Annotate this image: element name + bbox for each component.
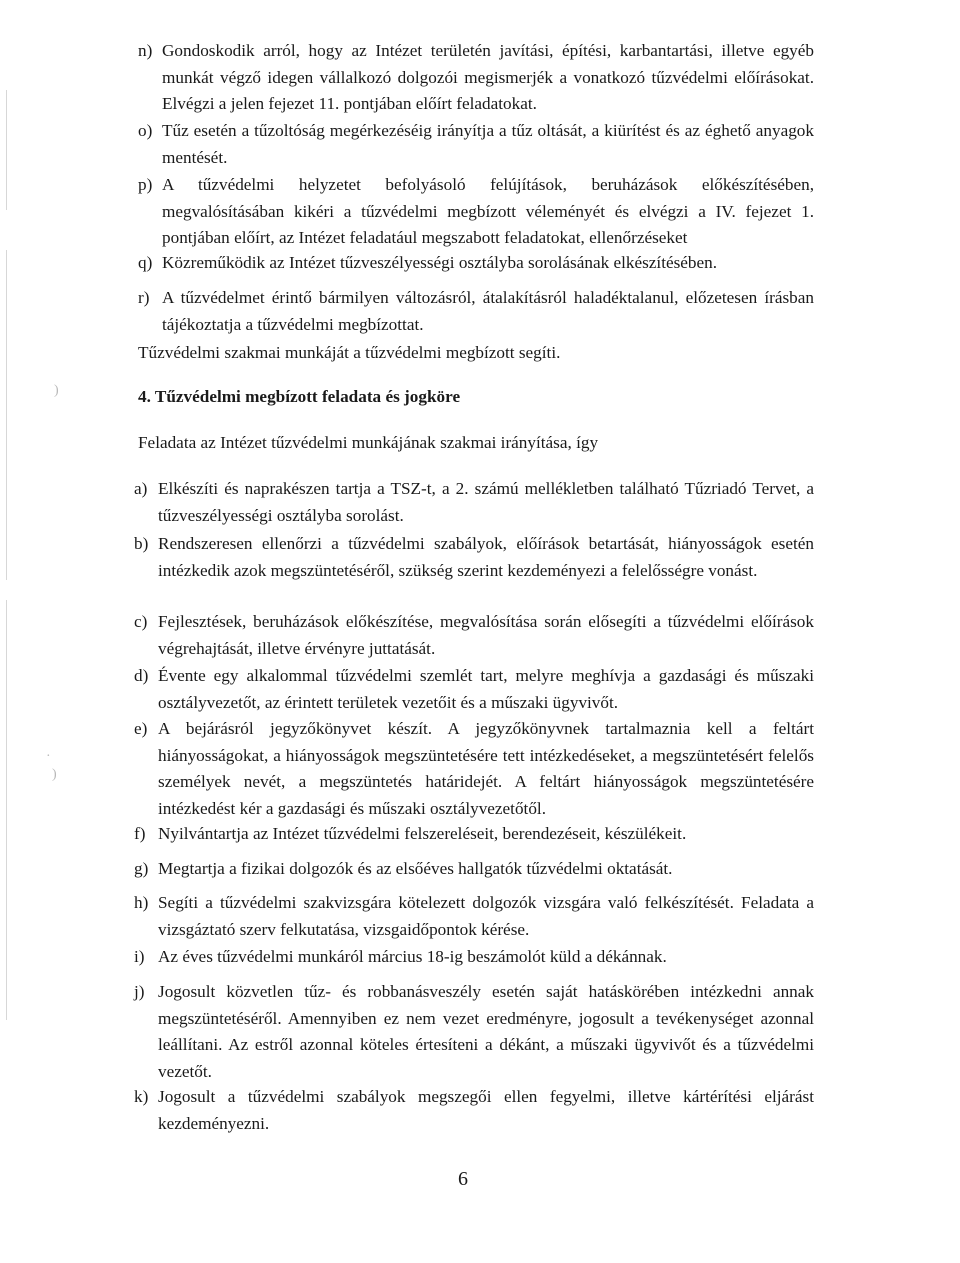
section-title: Tűzvédelmi megbízott feladata és jogköre — [154, 387, 461, 406]
scan-edge-line — [6, 250, 7, 580]
list-item-text: Évente egy alkalommal tűzvédelmi szemlét tart, melyre meghívja a gazdasági és műszaki osztályvezetőt, az érintett területek vezetőit és a műszaki ügyvivőt. — [158, 666, 814, 712]
list-marker: e) — [134, 719, 148, 738]
list-marker: q) — [138, 253, 153, 272]
list-item-text: Fejlesztések, beruházások előkészítése, megvalósítása során elősegíti a tűzvédelmi előírások végrehajtását, illetve érvényre juttatását. — [158, 612, 814, 658]
scan-speck: · — [46, 749, 51, 764]
list-marker: d) — [134, 666, 149, 685]
list-item-q — [138, 250, 814, 277]
list-item-k — [134, 1084, 814, 1137]
list-item-f — [134, 821, 814, 848]
list-item-j — [134, 979, 814, 1085]
list-item-h — [134, 890, 814, 943]
list-marker: b) — [134, 534, 149, 553]
list-marker: a) — [134, 479, 148, 498]
list-item-text: Jogosult a tűzvédelmi szabályok megszegői ellen fegyelmi, illetve kártérítési eljárást kezdeményezni. — [158, 1087, 814, 1133]
list-item-text: Jogosult közvetlen tűz- és robbanásveszély esetén saját hatáskörében intézkedni annak megszüntetéséről. Amennyiben ez nem vezet eredményre, jogosult a tevékenységet azonnal leállítani. Az estről azonnal köteles értesíteni a dékánt, a műszaki ügyvivőt és a tűzvédelmi vezetőt. — [158, 982, 814, 1081]
page-number: 6 — [458, 1168, 468, 1190]
list-item-d — [134, 663, 814, 716]
list-item-e — [134, 716, 814, 822]
list-item-r — [138, 285, 814, 338]
list-marker: k) — [134, 1087, 149, 1106]
list-marker: o) — [138, 121, 153, 140]
list-item-n — [138, 38, 814, 118]
list-item-text: Nyilvántartja az Intézet tűzvédelmi felszereléseit, berendezéseit, készülékeit. — [158, 824, 687, 843]
list-item-c — [134, 609, 814, 662]
list-item-b — [134, 531, 814, 584]
list-marker: i) — [134, 947, 145, 966]
list-item-text: Megtartja a fizikai dolgozók és az elsőéves hallgatók tűzvédelmi oktatását. — [158, 859, 673, 878]
section-heading — [138, 384, 460, 411]
section-intro: Feladata az Intézet tűzvédelmi munkájának szakmai irányítása, így — [138, 433, 599, 452]
list-marker: h) — [134, 893, 149, 912]
scan-edge-line — [6, 90, 7, 210]
list-marker: j) — [134, 982, 145, 1001]
list-item-a — [134, 476, 814, 529]
list-item-text: Gondoskodik arról, hogy az Intézet területén javítási, építési, karbantartási, illetve egyéb munkát végző idegen vállalkozó dolgozói megismerjék a vonatkozó tűzvédelmi előírásokat. Elvégzi a jelen fejezet 11. pontjában előírt feladatokat. — [162, 41, 814, 113]
list-item-g — [134, 856, 814, 883]
supervision-note: Tűzvédelmi szakmai munkáját a tűzvédelmi megbízott segíti. — [138, 343, 561, 362]
list-item-text: Az éves tűzvédelmi munkáról március 18-ig beszámolót küld a dékánnak. — [158, 947, 667, 966]
list-marker: n) — [138, 41, 153, 60]
list-item-text: Elkészíti és naprakészen tartja a TSZ-t, a 2. számú mellékletben található Tűzriadó Tervet, a tűzveszélyességi osztályba sorolást. — [158, 479, 814, 525]
list-item-text: A tűzvédelmi helyzetet befolyásoló felújítások, beruházások előkészítésében, megvalósításában kikéri a tűzvédelmi megbízott véleményét és elvégzi a IV. fejezet 1. pontjában előírt, az Intézet feladatául megszabott feladatokat, ellenőrzéseket — [162, 175, 814, 247]
list-item-o — [138, 118, 814, 171]
section-number: 4. — [138, 387, 151, 406]
scan-edge-line — [6, 600, 7, 1020]
list-item-text: Tűz esetén a tűzoltóság megérkezéséig irányítja a tűz oltását, a kiürítést és az éghető anyagok mentését. — [162, 121, 814, 167]
list-marker: p) — [138, 175, 153, 194]
list-marker: f) — [134, 824, 146, 843]
list-item-i — [134, 944, 814, 971]
list-marker: r) — [138, 288, 150, 307]
list-item-text: A bejárásról jegyzőkönyvet készít. A jegyzőkönyvnek tartalmaznia kell a feltárt hiányosságokat, a hiányosságok megszüntetésére tett intézkedéseket, a megszüntetésért felelős személyek nevét, a megszüntetés határidejét. A feltárt hiányosságok megszüntetésére intézkedést kér a gazdasági és műszaki osztályvezetőtől. — [158, 719, 814, 818]
list-item-text: Közreműködik az Intézet tűzveszélyességi osztályba sorolásának elkészítésében. — [162, 253, 718, 272]
list-item-text: Segíti a tűzvédelmi szakvizsgára kötelezett dolgozók vizsgára való felkészítését. Feladata a vizsgáztató szerv felkutatása, vizsgaidőpontok kérése. — [158, 893, 814, 939]
list-marker: c) — [134, 612, 148, 631]
list-item-p — [138, 172, 814, 252]
list-item-text: Rendszeresen ellenőrzi a tűzvédelmi szabályok, előírások betartását, hiányosságok esetén intézkedik azok megszüntetéséről, szükség szerint kezdeményezi a felelősségre vonást. — [158, 534, 814, 580]
scan-speck: ) — [52, 767, 57, 782]
list-marker: g) — [134, 859, 149, 878]
list-item-text: A tűzvédelmet érintő bármilyen változásról, átalakításról haladéktalanul, előzetesen írásban tájékoztatja a tűzvédelmi megbízottat. — [162, 288, 814, 334]
scan-speck: ) — [54, 383, 59, 398]
